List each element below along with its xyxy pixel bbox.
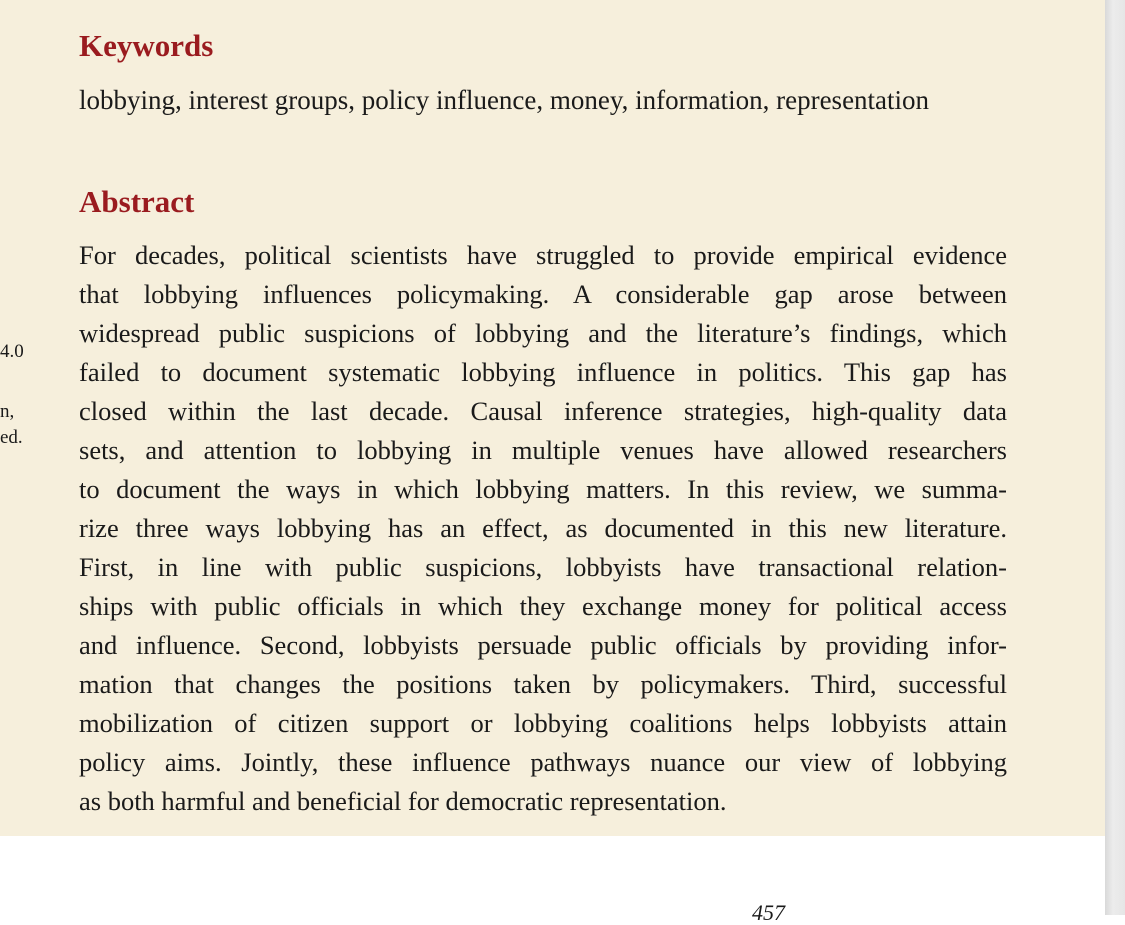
page-edge-shadow xyxy=(1105,0,1125,915)
margin-fragment: 4.0 xyxy=(0,341,24,362)
margin-fragment: n, xyxy=(0,401,15,422)
abstract-line: to document the ways in which lobbying matters. In this review, we summa- xyxy=(79,474,1007,504)
keywords-heading: Keywords xyxy=(79,28,214,63)
abstract-line: For decades, political scientists have struggled to provide empirical evidence xyxy=(79,240,1007,270)
abstract-line: policy aims. Jointly, these influence pathways nuance our view of lobbying xyxy=(79,747,1007,777)
margin-fragment: ed. xyxy=(0,427,23,448)
abstract-line: mobilization of citizen support or lobbying coalitions helps lobbyists attain xyxy=(79,708,1007,738)
abstract-line: sets, and attention to lobbying in multiple venues have allowed researchers xyxy=(79,435,1007,465)
abstract-line: closed within the last decade. Causal inference strategies, high-quality data xyxy=(79,396,1007,426)
abstract-line: and influence. Second, lobbyists persuade public officials by providing infor- xyxy=(79,630,1007,660)
abstract-line: First, in line with public suspicions, lobbyists have transactional relation- xyxy=(79,552,1007,582)
abstract-body xyxy=(79,236,1007,821)
keywords-list: lobbying, interest groups, policy influence, money, information, representation xyxy=(79,85,930,115)
abstract-line: mation that changes the positions taken by policymakers. Third, successful xyxy=(79,669,1007,699)
abstract-line: ships with public officials in which they exchange money for political access xyxy=(79,591,1007,621)
abstract-line: rize three ways lobbying has an effect, as documented in this new literature. xyxy=(79,513,1007,543)
abstract-line: widespread public suspicions of lobbying and the literature’s findings, which xyxy=(79,318,1007,348)
abstract-line: that lobbying influences policymaking. A considerable gap arose between xyxy=(79,279,1007,309)
abstract-line: failed to document systematic lobbying influence in politics. This gap has xyxy=(79,357,1007,387)
page-number: 457 xyxy=(752,900,785,925)
abstract-heading: Abstract xyxy=(79,184,195,219)
abstract-line: as both harmful and beneficial for democratic representation. xyxy=(79,786,727,816)
